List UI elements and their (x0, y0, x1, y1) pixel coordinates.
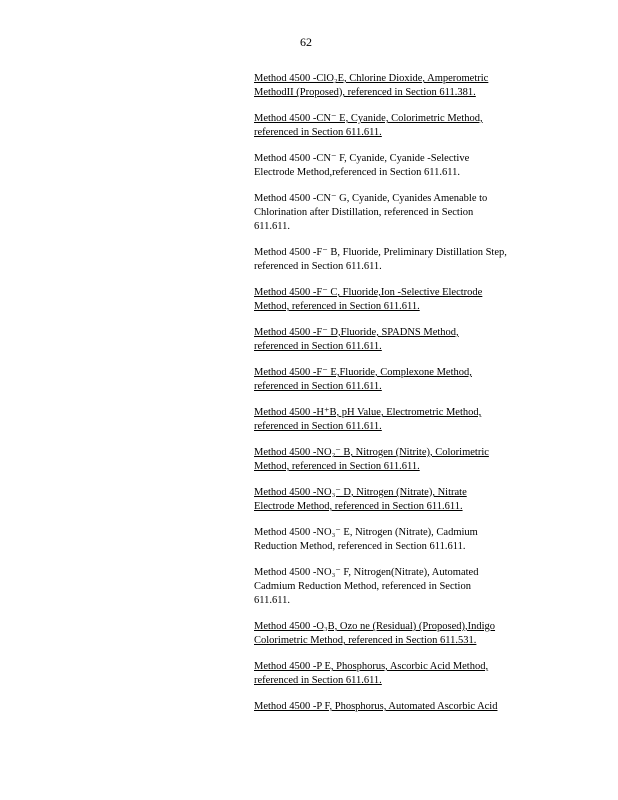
method-entry: Method 4500 -P F, Phosphorus, Automated Ascorbic Acid (254, 701, 498, 712)
method-entry: Method 4500 -CN⁻ G, Cyanide, Cyanides Amenable to Chlorination after Distillation, referenced in Section 611.611. (254, 193, 488, 232)
method-entry: Method 4500 -NO₃⁻ D, Nitrogen (Nitrate), Nitrate Electrode Method, referenced in Section 611.611. (254, 487, 467, 512)
method-entry: Method 4500 -O₃B, Ozo ne (Residual) (Proposed),Indigo Colorimetric Method, referenced in Section 611.531. (254, 621, 496, 646)
method-entry: Method 4500 -H⁺B, pH Value, Electrometric Method, referenced in Section 611.611. (254, 407, 482, 432)
page-number: 62 (300, 35, 312, 49)
method-entry: Method 4500 -NO₂⁻ B, Nitrogen (Nitrite), Colorimetric Method, referenced in Section 611.611. (254, 447, 489, 472)
method-entry: Method 4500 -F⁻ D,Fluoride, SPADNS Method, referenced in Section 611.611. (254, 327, 459, 352)
method-entry: Method 4500 -F⁻ B, Fluoride, Preliminary Distillation Step, referenced in Section 611.611. (254, 247, 507, 272)
method-entry: Method 4500 -F⁻ C, Fluoride,Ion -Selective Electrode Method, referenced in Section 611.611. (254, 287, 483, 312)
method-entry: Method 4500 -CN⁻ F, Cyanide, Cyanide -Selective Electrode Method,referenced in Section 611.611. (254, 153, 470, 178)
method-entry: Method 4500 -CN⁻ E, Cyanide, Colorimetric Method, referenced in Section 611.611. (254, 113, 483, 138)
method-entry: Method 4500 -NO₃⁻ E, Nitrogen (Nitrate), Cadmium Reduction Method, referenced in Section 611.611. (254, 527, 478, 552)
method-list (254, 72, 539, 714)
method-entry: Method 4500 -NO₃⁻ F, Nitrogen(Nitrate), Automated Cadmium Reduction Method, referenced in Section 611.611. (254, 567, 479, 606)
method-entry: Method 4500 -P E, Phosphorus, Ascorbic Acid Method, referenced in Section 611.611. (254, 661, 489, 686)
method-entry: Method 4500 -F⁻ E,Fluoride, Complexone Method, referenced in Section 611.611. (254, 367, 472, 392)
method-entry: Method 4500 -ClO₂E, Chlorine Dioxide, Amperometric MethodII (Proposed), referenced in Section 611.381. (254, 73, 489, 98)
